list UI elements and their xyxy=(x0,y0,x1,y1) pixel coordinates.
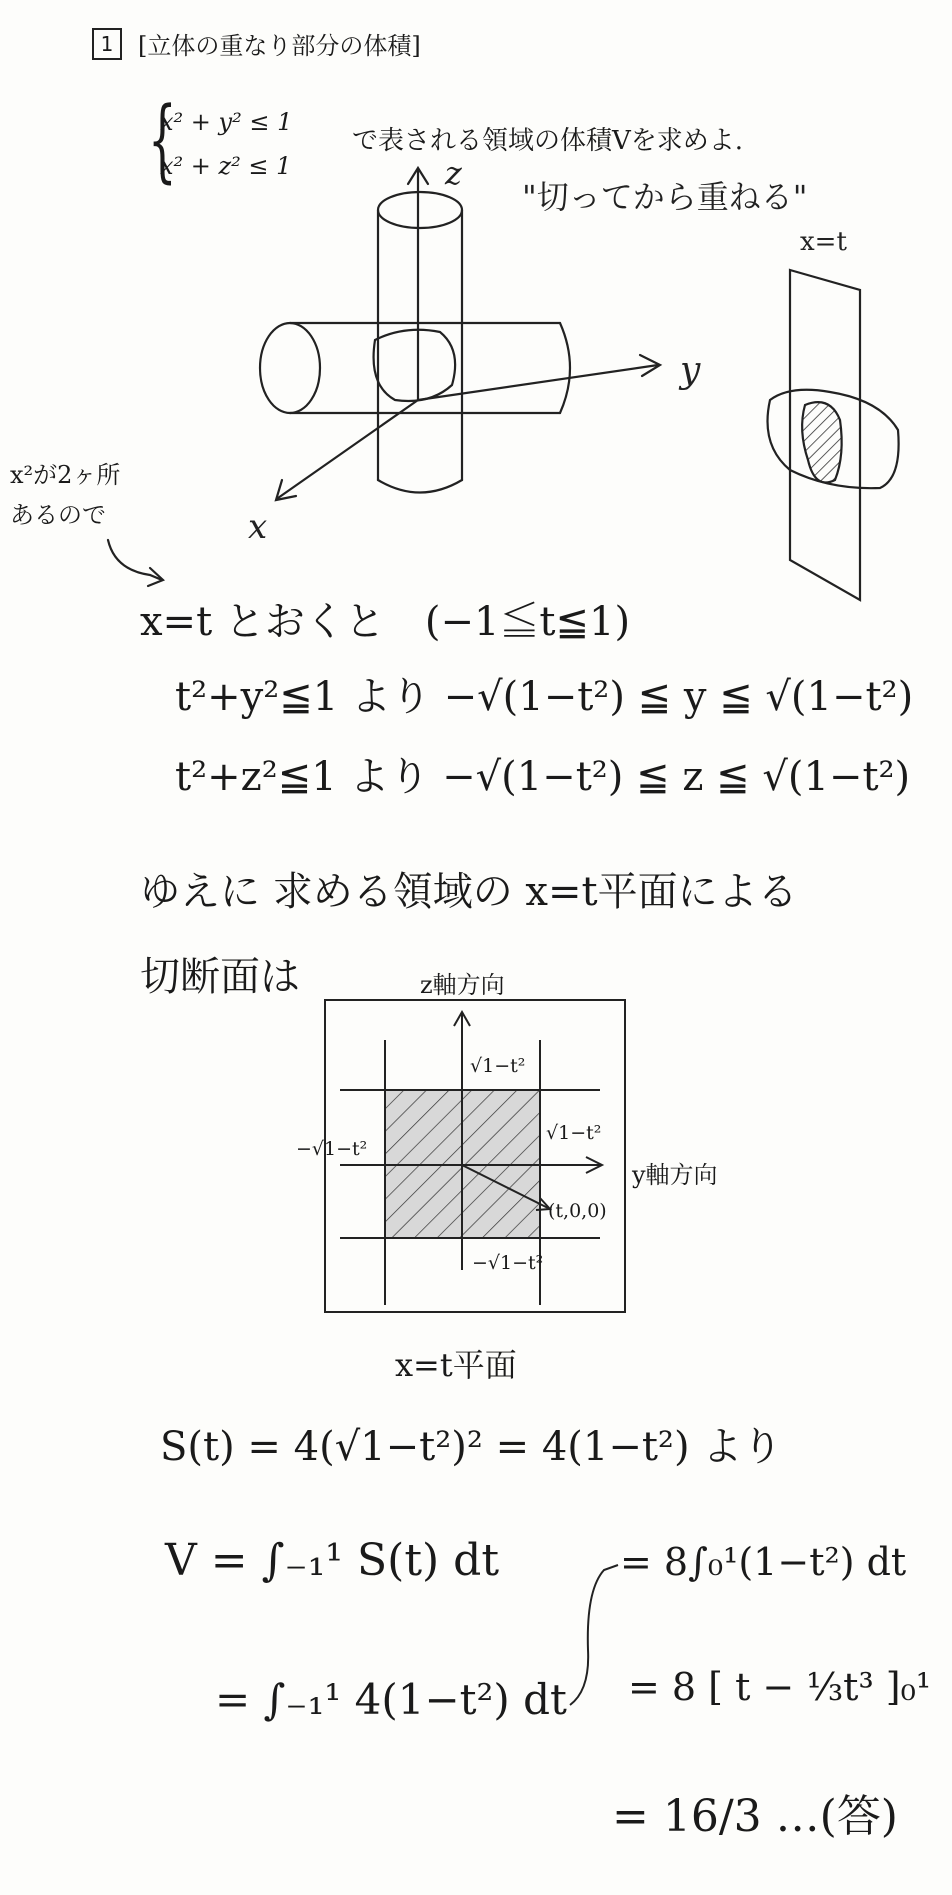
diagram-caption: x=t平面 xyxy=(395,1346,517,1384)
bottom-bound-label: −√1−t² xyxy=(472,1252,544,1274)
y-range-line: t²+y²≦1 より −√(1−t²) ≦ y ≦ √(1−t²) xyxy=(175,674,914,720)
intersection-outline xyxy=(374,330,456,401)
point-label: (t,0,0) xyxy=(548,1200,607,1222)
z-range-line: t²+z²≦1 より −√(1−t²) ≦ z ≦ √(1−t²) xyxy=(175,754,911,800)
volume-integral-expanded: = ∫₋₁¹ 4(1−t²) dt xyxy=(215,1675,567,1724)
y-axis-label: y xyxy=(680,350,701,391)
x-axis-line xyxy=(278,400,418,498)
inequality-2: x² + z² ≤ 1 xyxy=(160,152,292,180)
volume-integral: V = ∫₋₁¹ S(t) dt xyxy=(165,1535,500,1586)
top-bound-label: √1−t² xyxy=(470,1055,526,1077)
side-note: x²が2ヶ所 あるので xyxy=(10,461,121,529)
side-note-arrow xyxy=(108,540,162,580)
substitution-line: x=t とおくと (−1≦t≦1) xyxy=(140,599,631,645)
symmetry-step: = 8∫₀¹(1−t²) dt xyxy=(620,1540,907,1584)
vertical-cylinder-bottom xyxy=(378,480,462,493)
section-intro-line: ゆえに 求める領域の x=t平面による xyxy=(140,869,798,915)
vertical-cylinder-top xyxy=(378,192,462,228)
horizontal-cylinder-cap xyxy=(560,323,570,413)
slice-section xyxy=(802,402,842,482)
inequality-1: x² + y² ≤ 1 xyxy=(160,108,293,136)
problem-number-box: 1 xyxy=(92,28,122,60)
z-axis-direction-label: z軸方向 xyxy=(420,971,505,999)
right-bound-label: √1−t² xyxy=(546,1122,602,1144)
cylinders-sketch xyxy=(0,0,952,620)
final-answer: = 16/3 …(答) xyxy=(612,1791,898,1842)
z-axis-label: z xyxy=(445,154,462,192)
horizontal-cylinder-end xyxy=(260,323,320,413)
problem-title: [立体の重なり部分の体積] xyxy=(138,32,421,60)
y-axis-direction-label: y軸方向 xyxy=(632,1161,718,1189)
system-brace: { xyxy=(148,88,177,193)
x-axis-label: x xyxy=(248,507,268,547)
cross-section-diagram xyxy=(0,950,952,1350)
left-bound-label: −√1−t² xyxy=(296,1138,368,1160)
problem-statement: で表される領域の体積Vを求めよ. xyxy=(352,126,744,156)
section-intro-line-2: 切断面は xyxy=(140,954,300,1000)
area-formula: S(t) = 4(√1−t²)² = 4(1−t²) より xyxy=(160,1424,783,1470)
antiderivative-step: = 8 [ t − ⅓t³ ]₀¹ xyxy=(628,1665,932,1709)
plane-label: x=t xyxy=(800,227,847,257)
slice-phrase: "切ってから重ねる" xyxy=(522,178,808,216)
